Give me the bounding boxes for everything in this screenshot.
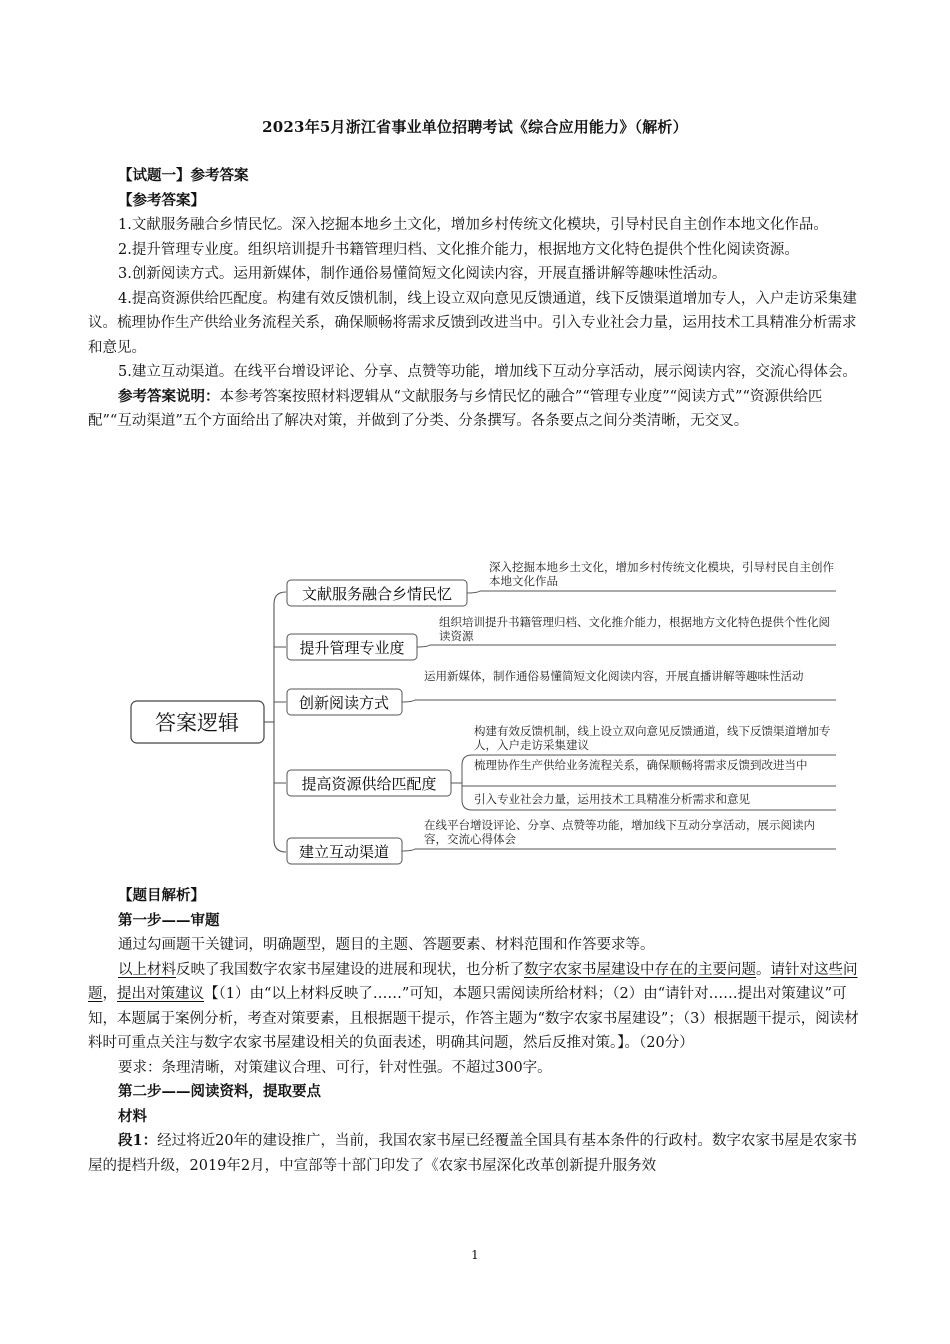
branch-detail-4a: 构建有效反馈机制，线上设立双向意见反馈通道，线下反馈渠道增加专人，入户走访采集建议 [474, 724, 831, 752]
reference-heading: 【参考答案】 [118, 191, 205, 209]
step1-intro: 通过勾画题干关键词，明确题型，题目的主题、答题要素、材料范围和作答要求等。 [118, 937, 655, 953]
keyword-target-problems: 请针对这些问题 [88, 961, 858, 1002]
question-fragment: ， [102, 986, 117, 1002]
keyword-propose-solutions: 提出对策建议 [117, 986, 204, 1002]
step1-heading: 第一步——审题 [118, 911, 220, 929]
paragraph-text: 经过将近20年的建设推广，当前，我国农家书屋已经覆盖全国具有基本条件的行政村。数字农家书屋是农家书屋的提档升级，2019年2月，中宣部等十部门印发了《农家书屋深化改革创新提升服务效 [88, 1133, 858, 1174]
explanation-label: 参考答案说明： [118, 387, 220, 405]
step2-heading: 第二步——阅读资料，提取要点 [118, 1083, 321, 1100]
branch-label-4: 提高资源供给匹配度 [301, 775, 437, 793]
page-number: 1 [471, 1248, 479, 1262]
analysis-section [88, 884, 860, 1178]
branch-detail-4b: 梳理协作生产供给业务流程关系，确保顺畅将需求反馈到改进当中 [474, 758, 808, 772]
branch-detail-1: 深入挖掘本地乡土文化，增加乡村传统文化模块，引导村民自主创作本地文化作品 [489, 560, 834, 588]
answer-item-5: 5.建立互动渠道。在线平台增设评论、分享、点赞等功能，增加线下互动分享活动，展示阅读内容，交流心得体会。 [118, 364, 857, 380]
branch-label-3: 创新阅读方式 [298, 694, 390, 712]
material-paragraph-1 [88, 1129, 860, 1178]
branch-label-2: 提升管理专业度 [299, 639, 405, 657]
analysis-heading: 【题目解析】 [118, 887, 205, 904]
answer-item-2: 2.提升管理专业度。组织培训提升书籍管理归档、文化推介能力，根据地方文化特色提供个性化阅读资源。 [118, 241, 799, 258]
explanation-text: 本参考答案按照材料逻辑从“文献服务与乡情民忆的融合”“管理专业度”“阅读方式”“资源供给匹配”“互动渠道”五个方面给出了解决对策，并做到了分类、分条撰写。各条要点之间分类清晰，无交叉。 [88, 388, 823, 429]
mindmap-root: 答案逻辑 [155, 711, 239, 735]
answer-item-1: 1.文献服务融合乡情民忆。深入挖掘本地乡土文化，增加乡村传统文化模块，引导村民自主创作本地文化作品。 [118, 217, 828, 233]
paragraph-label: 段1： [118, 1132, 158, 1149]
branch-label-1: 文献服务融合乡情民忆 [301, 585, 453, 603]
q1-heading: 【试题一】参考答案 [118, 167, 249, 184]
branch-detail-4c: 引入专业社会力量，运用技术工具精准分析需求和意见 [474, 792, 750, 806]
question-note: 【（1）由“以上材料反映了……”可知，本题只需阅读所给材料；（2）由“请针对……提出对策建议”可知，本题属于案例分析，考查对策要素，且根据题干提示，作答主题为“数字农家书屋建设”；（3）根据题干提示，阅读材料时可重点关注与数字农家书屋建设相关的负面表述，明确其问题，然后反推对策。】。（20分） [88, 986, 859, 1051]
keyword-materials: 以上材料 [118, 961, 176, 978]
branch-detail-5: 在线平台增设评论、分享、点赞等功能，增加线下互动分享活动，展示阅读内容，交流心得体会 [424, 818, 815, 846]
answer-item-3: 3.创新阅读方式。运用新媒体，制作通俗易懂简短文化阅读内容，开展直播讲解等趣味性活动。 [118, 266, 727, 282]
question-text [88, 958, 860, 1056]
document-title: 2023年5月浙江省事业单位招聘考试《综合应用能力》（解析） [262, 118, 688, 136]
keyword-main-problems: 数字农家书屋建设中存在的主要问题 [524, 961, 756, 978]
answer-item-4: 4.提高资源供给匹配度。构建有效反馈机制，线上设立双向意见反馈通道，线下反馈渠道增加专人，入户走访采集建议。梳理协作生产供给业务流程关系，确保顺畅将需求反馈到改进当中。引入专业社会力量，运用技术工具精准分析需求和意见。 [88, 290, 857, 356]
question-fragment: 。 [756, 961, 771, 978]
material-heading: 材料 [118, 1107, 147, 1125]
question-fragment: 反映了我国数字农家书屋建设的进展和现状，也分析了 [176, 961, 524, 978]
requirement: 要求：条理清晰，对策建议合理、可行，针对性强。不超过300字。 [118, 1059, 552, 1076]
branch-detail-3: 运用新媒体，制作通俗易懂简短文化阅读内容，开展直播讲解等趣味性活动 [424, 669, 804, 683]
branch-detail-2: 组织培训提升书籍管理归档、文化推介能力，根据地方文化特色提供个性化阅读资源 [439, 615, 830, 643]
branch-label-5: 建立互动渠道 [298, 843, 390, 861]
